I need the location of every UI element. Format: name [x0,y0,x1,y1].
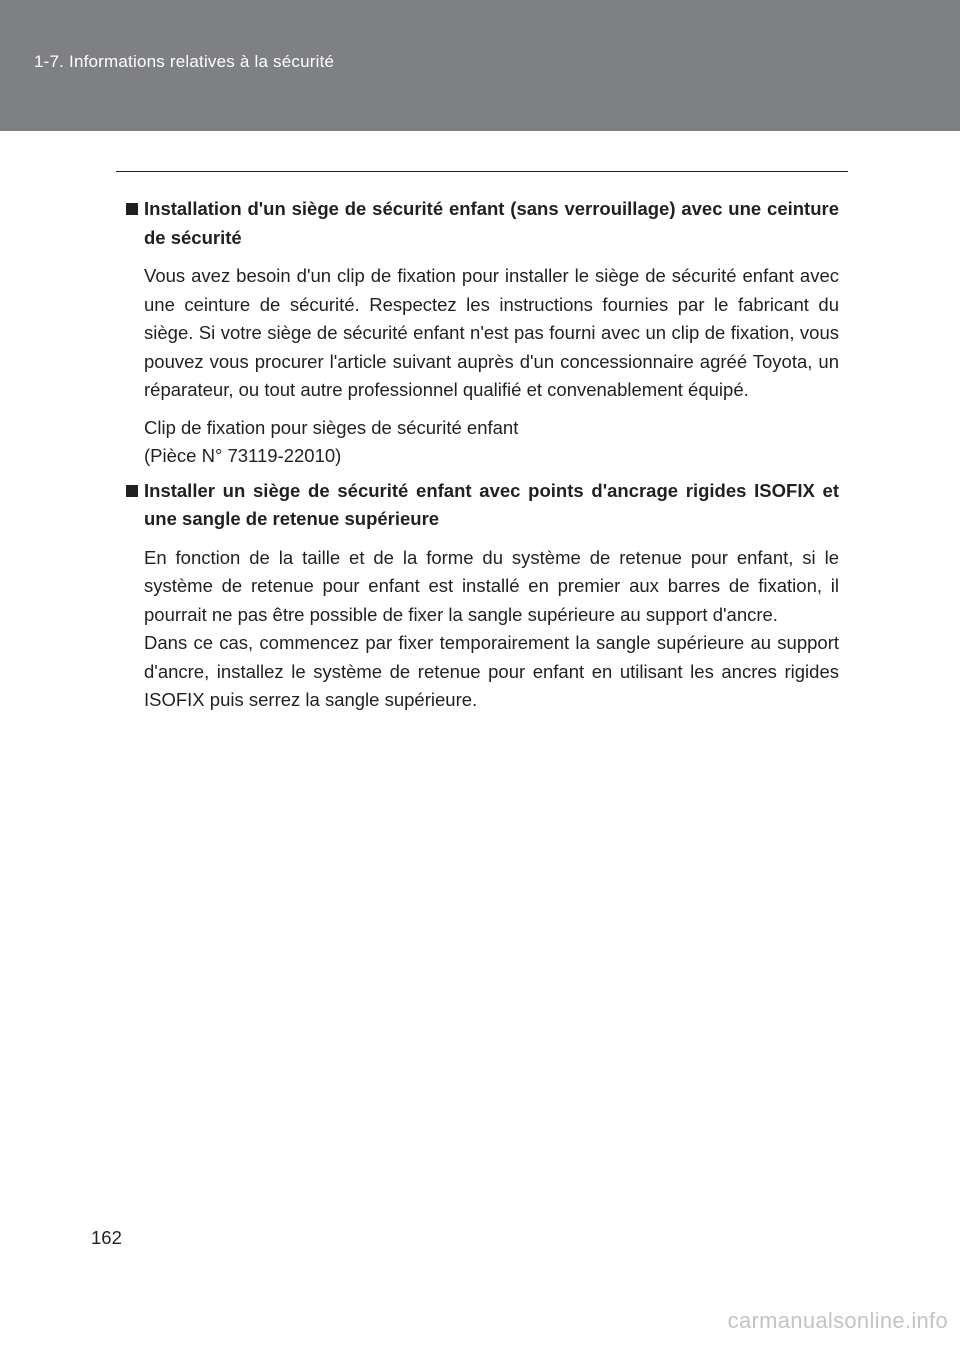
topic-heading-text: Installer un siège de sécurité enfant avec points d'ancrage rigides ISOFIX et une sangle de retenue supérieure [144,479,839,529]
square-bullet-icon [126,485,138,497]
body-paragraph-part: En fonction de la taille et de la forme du système de retenue pour enfant, si le système de retenue pour enfant est installé en premier aux barres de fixation, il pourrait ne pas être possible de fixer la sangle supérieure au support d'ancre. [144,546,839,625]
header-band [0,0,960,131]
topic-2 [125,477,839,715]
part-name: Clip de fixation pour sièges de sécurité enfant [144,416,519,438]
part-description [144,414,839,471]
watermark: carmanualsonline.info [727,1308,948,1333]
part-number: (Pièce N° 73119-22010) [144,445,342,466]
topic-heading [125,477,839,534]
page-number: 162 [91,1227,122,1248]
square-bullet-icon [126,203,138,215]
topic-heading-text: Installation d'un siège de sécurité enfant (sans verrouillage) avec une ceinture de sécurité [144,198,839,248]
topic-heading [125,195,839,252]
topic-1 [125,195,839,471]
body-paragraph [144,544,839,715]
top-divider [116,171,848,172]
body-paragraph: Vous avez besoin d'un clip de fixation pour installer le siège de sécurité enfant avec une ceinture de sécurité. Respectez les instructions fournies par le fabricant du siège. Si votre siège de sécurité enfant n'est pas fourni avec un clip de fixation, vous pouvez vous procurer l'article suivant auprès d'un concessionnaire agréé Toyota, un réparateur, ou tout autre professionnel qualifié et convenablement équipé. [144,265,839,400]
page-content [125,195,839,721]
section-title: 1-7. Informations relatives à la sécurité [34,52,335,71]
body-paragraph-part: Dans ce cas, commencez par fixer temporairement la sangle supérieure au support d'ancre, installez le système de retenue pour enfant en utilisant les ancres rigides ISOFIX puis serrez la sangle supérieure. [144,632,839,710]
